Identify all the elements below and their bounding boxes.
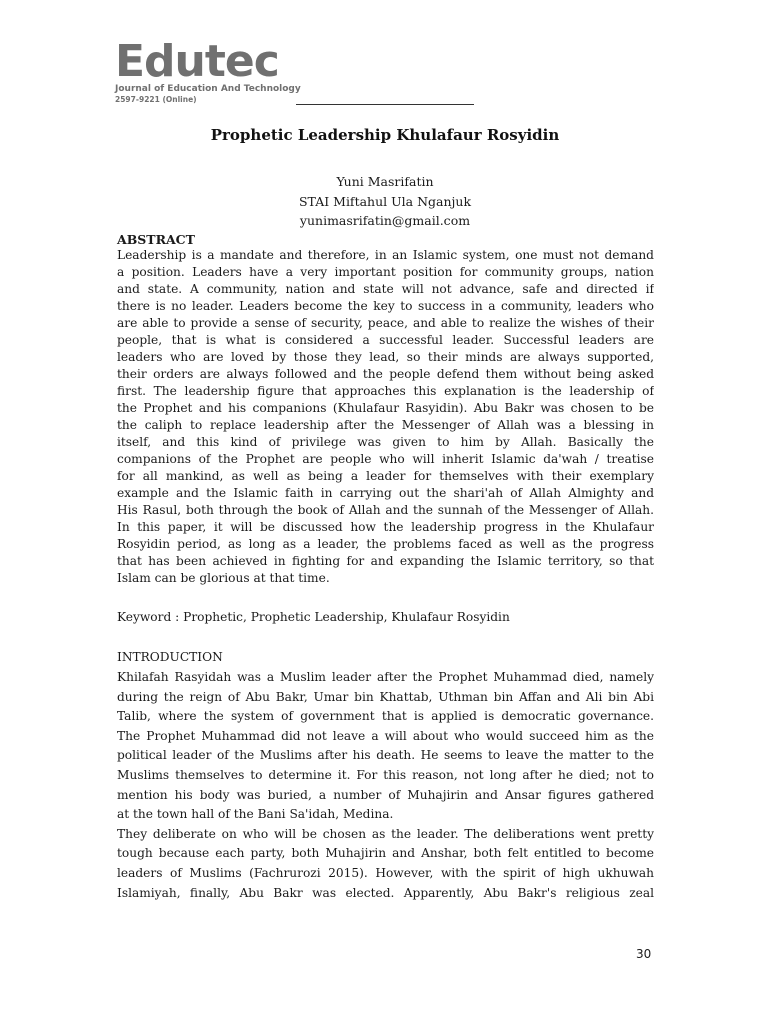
abstract-line: and state. A community, nation and state will not advance, safe and directed if <box>117 282 654 296</box>
abstract-line: the Prophet and his companions (Khulafaur Rasyidin). Abu Bakr was chosen to be <box>117 401 654 415</box>
abstract-body <box>117 247 654 587</box>
introduction-line: The Prophet Muhammad did not leave a will about who would succeed him as the <box>117 728 654 743</box>
abstract-line: the caliph to replace leadership after the Messenger of Allah was a blessing in <box>117 418 654 432</box>
page-number: 30 <box>636 947 652 961</box>
introduction-line: Khilafah Rasyidah was a Muslim leader after the Prophet Muhammad died, namely <box>117 670 654 684</box>
abstract-line: Rosyidin period, as long as a leader, the problems faced as well as the progress <box>117 537 654 551</box>
abstract-line: are able to provide a sense of security, peace, and able to realize the wishes of their <box>117 316 654 330</box>
author-name: Yuni Masrifatin <box>336 174 434 189</box>
introduction-line: at the town hall of the Bani Sa'idah, Medina. <box>117 807 394 822</box>
introduction-line: tough because each party, both Muhajirin and Anshar, both felt entitled to become <box>117 846 654 861</box>
abstract-heading: ABSTRACT <box>117 232 195 247</box>
logo-subtitle: Journal of Education And Technology <box>115 84 301 94</box>
abstract-line: Leadership is a mandate and therefore, in an Islamic system, one must not demand <box>117 248 654 262</box>
abstract-line: first. The leadership figure that approaches this explanation is the leadership of <box>117 384 654 398</box>
abstract-line: for all mankind, as well as being a leader for themselves with their exemplary <box>117 469 654 483</box>
introduction-line: Muslims themselves to determine it. For this reason, not long after he died; not to <box>117 767 654 782</box>
abstract-line: Islam can be glorious at that time. <box>117 571 330 585</box>
abstract-line: a position. Leaders have a very important position for community groups, nation <box>117 265 654 279</box>
issn: 2597-9221 (Online) <box>115 95 197 104</box>
abstract-line: companions of the Prophet are people who will inherit Islamic da'wah / treatise <box>117 452 654 466</box>
author-affiliation: STAI Miftahul Ula Nganjuk <box>298 193 472 209</box>
abstract-line: people, that is what is considered a successful leader. Successful leaders are <box>117 333 654 347</box>
abstract-line: example and the Islamic faith in carrying out the shari'ah of Allah Almighty and <box>117 486 654 500</box>
author-email: yunimasrifatin@gmail.com <box>299 213 471 228</box>
abstract-line: leaders who are loved by those they lead, so their minds are always supported, <box>117 350 654 364</box>
introduction-line: mention his body was buried, a number of Muhajirin and Ansar figures gathered <box>117 787 654 802</box>
introduction-line: They deliberate on who will be chosen as the leader. The deliberations went pretty <box>117 826 654 841</box>
introduction-heading: INTRODUCTION <box>117 650 223 664</box>
header-divider <box>296 104 474 105</box>
introduction-line: Islamiyah, finally, Abu Bakr was elected. Apparently, Abu Bakr's religious zeal <box>117 885 654 900</box>
abstract-line: there is no leader. Leaders become the key to success in a community, leaders who <box>117 299 654 313</box>
abstract-line: His Rasul, both through the book of Allah and the sunnah of the Messenger of Allah. <box>117 503 654 517</box>
introduction-body <box>117 668 654 903</box>
abstract-line: their orders are always followed and the people defend them without being asked <box>117 367 654 381</box>
introduction-line: leaders of Muslims (Fachrurozi 2015). However, with the spirit of high ukhuwah <box>117 865 654 880</box>
author-block <box>0 172 770 231</box>
logo-word: Edutec <box>115 36 279 87</box>
introduction-line: political leader of the Muslims after his death. He seems to leave the matter to the <box>117 748 654 763</box>
journal-logo <box>115 36 301 105</box>
abstract-line: In this paper, it will be discussed how the leadership progress in the Khulafaur <box>117 520 654 534</box>
keywords: Keyword : Prophetic, Prophetic Leadership, Khulafaur Rosyidin <box>117 610 510 624</box>
introduction-line: Talib, where the system of government that is applied is democratic governance. <box>117 709 654 724</box>
abstract-line: that has been achieved in fighting for and expanding the Islamic territory, so that <box>117 554 654 568</box>
paper-title: Prophetic Leadership Khulafaur Rosyidin <box>210 126 560 144</box>
introduction-line: during the reign of Abu Bakr, Umar bin Khattab, Uthman bin Affan and Ali bin Abi <box>117 689 654 704</box>
abstract-line: itself, and this kind of privilege was given to him by Allah. Basically the <box>117 435 654 449</box>
